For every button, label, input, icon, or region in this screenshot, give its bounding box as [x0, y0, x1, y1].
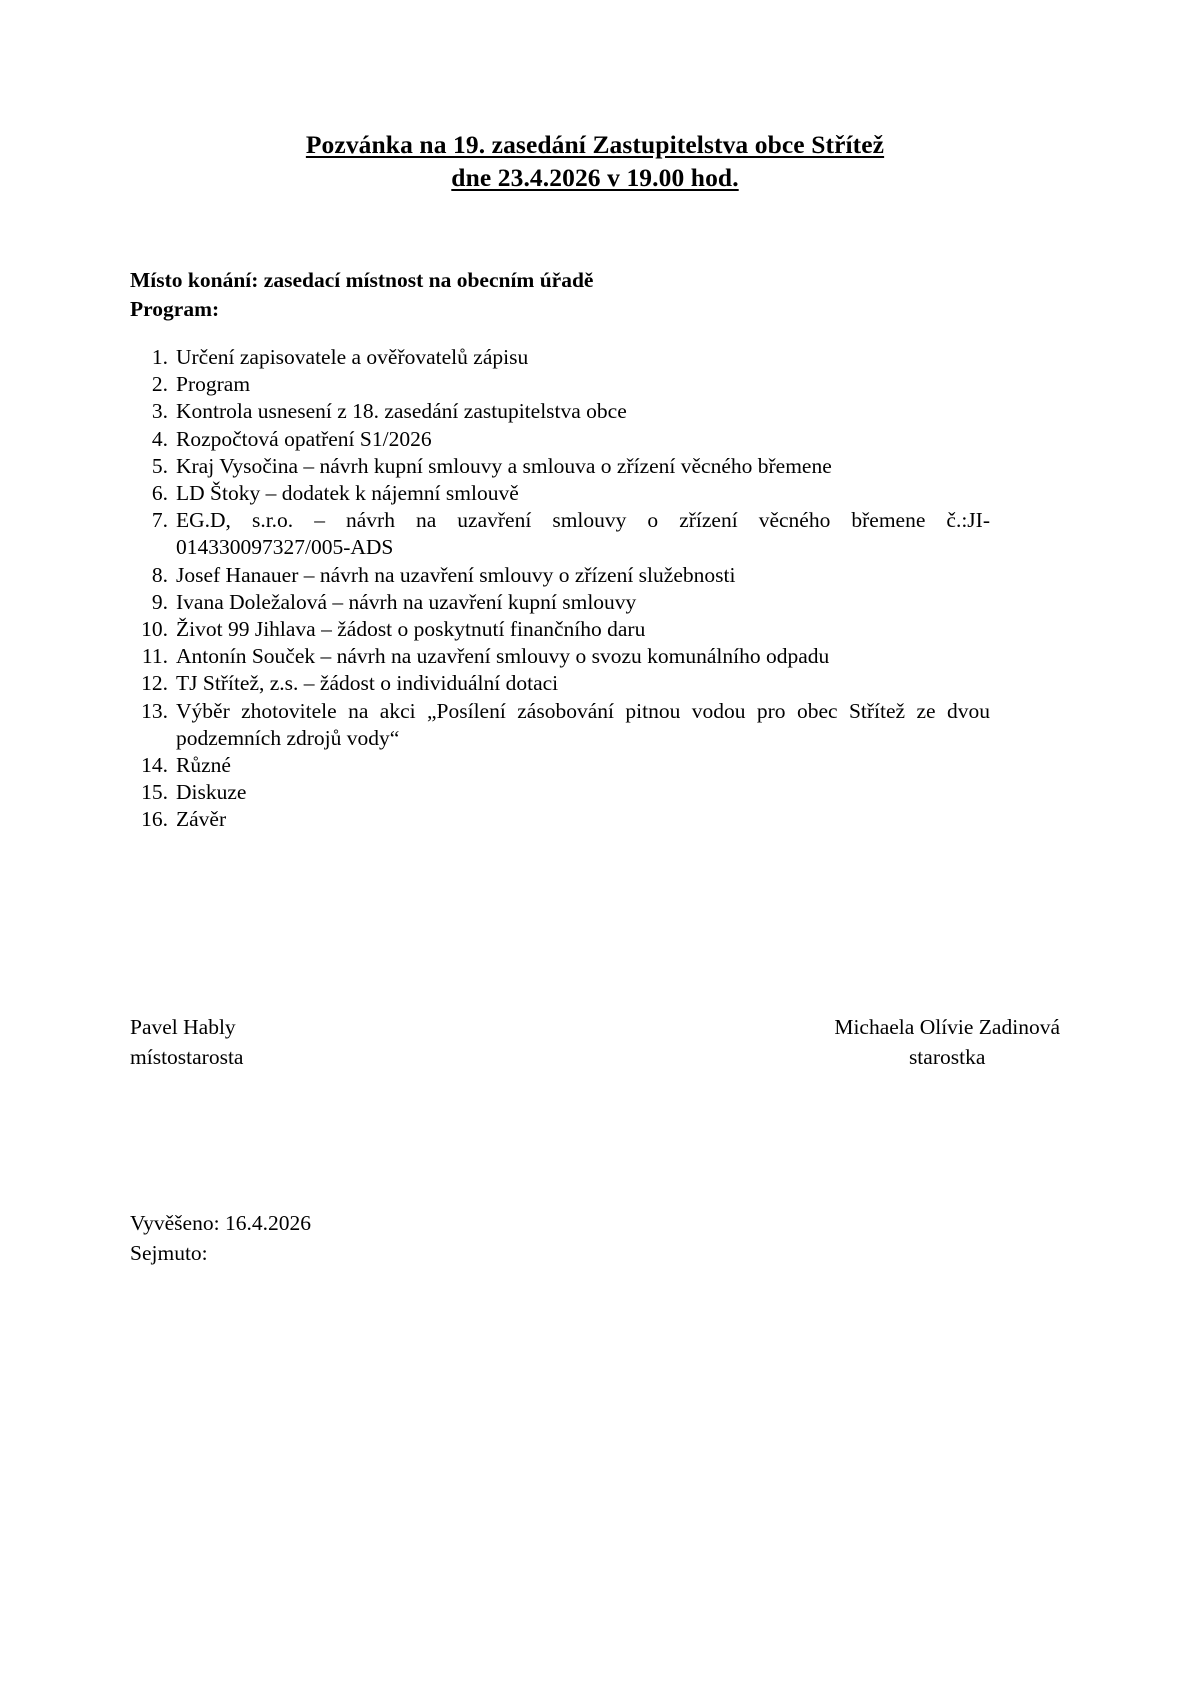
agenda-item-number: 15. [141, 780, 168, 805]
agenda-item-text: Výběr zhotovitele na akci „Posílení zásobování pitnou vodou pro obec Střítež ze dvou podzemních zdrojů vody“ [176, 698, 990, 750]
signature-name: Pavel Hably [130, 1015, 236, 1039]
signature-mayor [834, 1012, 1060, 1072]
posted-date: Vyvěšeno: 16.4.2026 [130, 1211, 311, 1235]
agenda-item [130, 480, 990, 507]
agenda-item [130, 398, 990, 425]
signature-role: starostka [908, 1045, 986, 1069]
agenda-item-text: LD Štoky – dodatek k nájemní smlouvě [176, 481, 519, 506]
agenda-item [130, 371, 990, 398]
agenda-item-number: 10. [141, 617, 168, 642]
signature-name: Michaela Olívie Zadinová [834, 1015, 1060, 1039]
agenda-item-number: 12. [141, 671, 168, 696]
agenda-item-text: Kontrola usnesení z 18. zasedání zastupitelstva obce [176, 399, 627, 424]
agenda-list [130, 344, 990, 834]
agenda-item [130, 779, 990, 806]
agenda-item-text: Život 99 Jihlava – žádost o poskytnutí finančního daru [176, 617, 646, 642]
venue-and-program-heading [130, 266, 593, 324]
agenda-item [130, 453, 990, 480]
removed-date: Sejmuto: [130, 1241, 208, 1265]
agenda-item-number: 14. [141, 753, 168, 778]
agenda-item-number: 16. [141, 807, 168, 832]
document-title [0, 128, 1190, 194]
agenda-item-number: 4. [151, 426, 168, 451]
agenda-item [130, 426, 990, 453]
title-line-2: dne 23.4.2026 v 19.00 hod. [451, 163, 739, 192]
agenda-item-number: 1. [151, 345, 168, 369]
title-line-1: Pozvánka na 19. zasedání Zastupitelstva obce Střítež [305, 130, 885, 159]
agenda-item-number: 8. [151, 562, 168, 587]
agenda-item [130, 344, 990, 371]
agenda-item [130, 589, 990, 616]
signature-block [130, 1012, 1060, 1072]
agenda-item [130, 752, 990, 779]
agenda-item-text: Rozpočtová opatření S1/2026 [176, 426, 432, 451]
signature-deputy-mayor [130, 1012, 243, 1072]
agenda-item-number: 6. [151, 481, 168, 506]
agenda-item-number: 13. [141, 698, 168, 723]
agenda-item [130, 562, 990, 589]
agenda-item-number: 5. [151, 453, 168, 478]
signature-role: místostarosta [130, 1045, 244, 1069]
agenda-item [130, 616, 990, 643]
agenda-item-text: Závěr [176, 807, 227, 832]
agenda-item-text: TJ Střítež, z.s. – žádost o individuální dotaci [176, 671, 559, 696]
agenda-item-number: 9. [151, 589, 168, 614]
posting-dates [130, 1208, 311, 1268]
agenda-item-number: 2. [151, 372, 168, 397]
agenda-item-text: Antonín Souček – návrh na uzavření smlouvy o svozu komunálního odpadu [176, 644, 830, 669]
agenda-item-text: Josef Hanauer – návrh na uzavření smlouvy o zřízení služebnosti [176, 562, 736, 587]
agenda-item-number: 3. [151, 399, 168, 424]
agenda-item [130, 670, 990, 697]
venue-label: Místo konání: zasedací místnost na obecním úřadě [130, 268, 594, 292]
agenda-item [130, 643, 990, 670]
agenda-item [130, 806, 990, 833]
agenda-item-text: Různé [176, 753, 231, 778]
agenda-item-text: Určení zapisovatele a ověřovatelů zápisu [176, 345, 529, 369]
agenda-item-text: Kraj Vysočina – návrh kupní smlouvy a smlouva o zřízení věcného břemene [176, 453, 832, 478]
agenda-item-number: 11. [141, 644, 168, 669]
agenda-item-text: EG.D, s.r.o. – návrh na uzavření smlouvy o zřízení věcného břemene č.:JI-014330097327/005-ADS [176, 508, 990, 560]
program-label: Program: [130, 297, 220, 321]
agenda-item-text: Diskuze [176, 780, 247, 805]
agenda-item-text: Ivana Doležalová – návrh na uzavření kupní smlouvy [176, 589, 637, 614]
agenda-item [130, 507, 990, 561]
agenda-item [130, 698, 990, 752]
agenda-item-number: 7. [151, 508, 168, 533]
agenda-item-text: Program [176, 372, 251, 397]
